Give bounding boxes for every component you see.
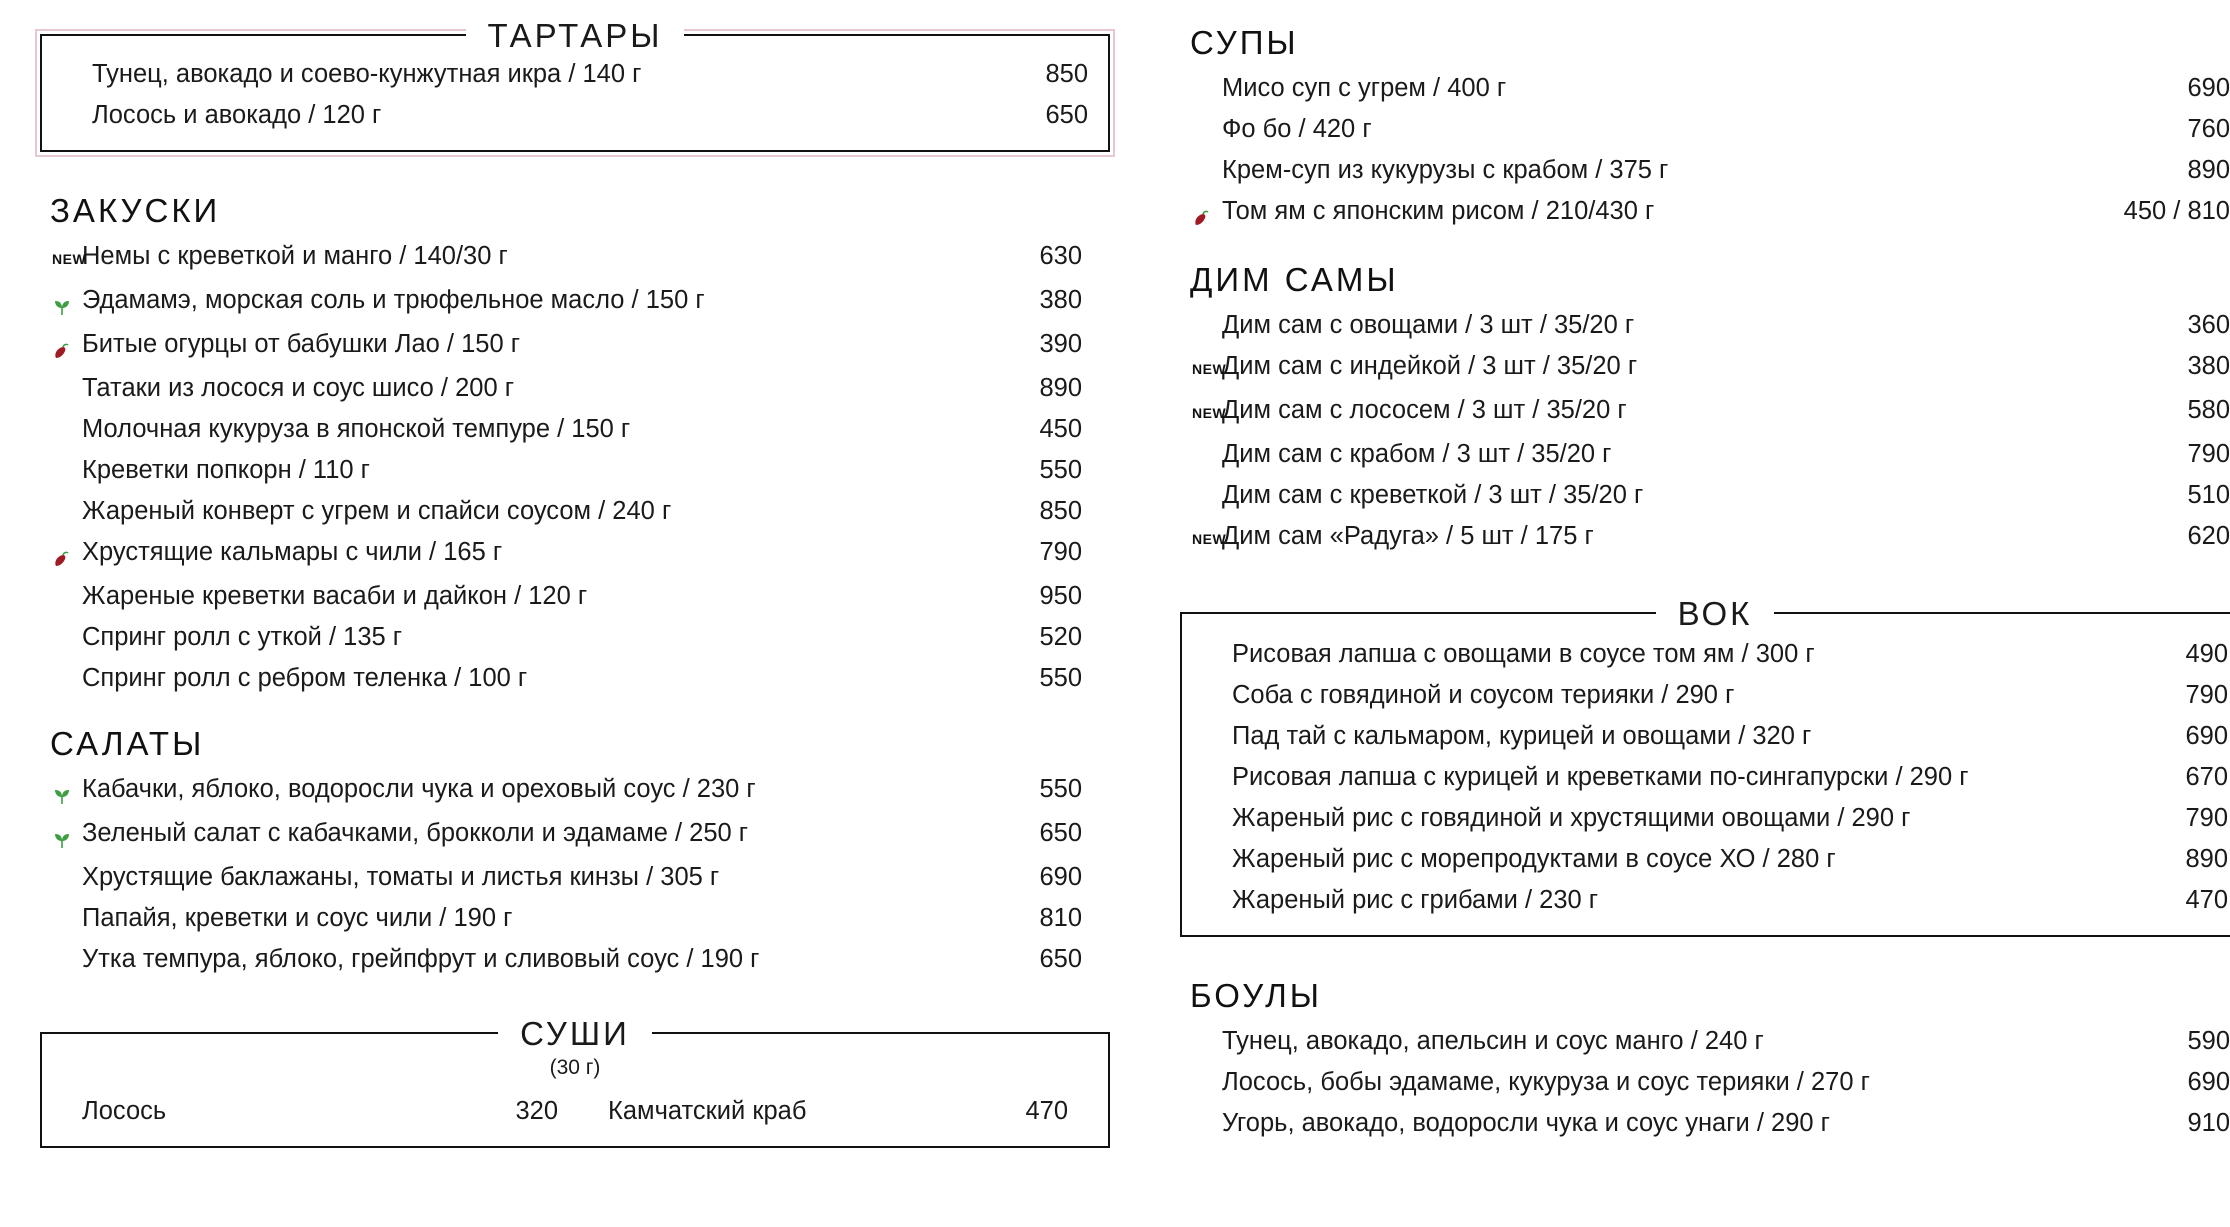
spicy-chili-icon <box>52 342 72 362</box>
section-title-soups: СУПЫ <box>1190 24 1299 61</box>
menu-item <box>52 939 1082 980</box>
section-dimsum <box>1180 261 2230 560</box>
item-price: 380 <box>2187 352 2230 380</box>
item-name: Дим сам с лососем / 3 шт / 35/20 г <box>1222 396 1627 424</box>
section-title-starters: ЗАКУСКИ <box>50 192 221 229</box>
item-name: Жареный конверт с угрем и спайси соусом / 240 г <box>82 497 672 525</box>
left-column <box>40 10 1110 1227</box>
spicy-chili-icon <box>1192 209 1212 229</box>
section-title-tartars: ТАРТАРЫ <box>466 17 685 55</box>
menu-item <box>1192 516 2230 560</box>
salads-items <box>40 769 1110 980</box>
menu-item <box>52 813 1082 857</box>
item-name: Жареный рис с грибами / 230 г <box>1232 886 1599 914</box>
item-name: Лосось и авокадо / 120 г <box>92 101 382 129</box>
item-name: Битые огурцы от бабушки Лао / 150 г <box>82 330 521 358</box>
section-title-bowls: БОУЛЫ <box>1190 977 1322 1014</box>
item-name: Хрустящие баклажаны, томаты и листья кинзы / 305 г <box>82 863 720 891</box>
item-price: 320 <box>515 1097 558 1125</box>
menu-item <box>62 95 1088 136</box>
item-name: Тунец, авокадо, апельсин и соус манго / 240 г <box>1222 1027 1764 1055</box>
item-name: Том ям с японским рисом / 210/430 г <box>1222 197 1655 225</box>
section-bowls <box>1180 977 2230 1144</box>
vegetarian-leaf-icon <box>52 831 72 851</box>
menu-item <box>1202 757 2228 798</box>
item-price: 690 <box>2187 74 2230 102</box>
menu-item <box>52 857 1082 898</box>
item-name: Лосось <box>82 1097 167 1125</box>
item-price: 550 <box>1039 456 1082 484</box>
item-price: 790 <box>2185 681 2228 709</box>
item-name: Зеленый салат с кабачками, брокколи и эдамаме / 250 г <box>82 819 749 847</box>
item-marker <box>52 283 80 324</box>
menu-item <box>1192 305 2230 346</box>
item-marker <box>52 772 80 813</box>
item-name: Дим сам «Радуга» / 5 шт / 175 г <box>1222 522 1594 550</box>
spicy-chili-icon <box>52 550 72 570</box>
new-badge-icon: NEW <box>1192 405 1227 421</box>
new-badge-icon: NEW <box>1192 531 1227 547</box>
menu-item <box>1192 68 2230 109</box>
item-name: Папайя, креветки и соус чили / 190 г <box>82 904 513 932</box>
item-price: 890 <box>2185 845 2228 873</box>
new-badge-icon: NEW <box>1192 361 1227 377</box>
item-name: Креветки попкорн / 110 г <box>82 456 370 484</box>
menu-item <box>52 450 1082 491</box>
item-price: 550 <box>1039 775 1082 803</box>
menu-item <box>62 54 1088 95</box>
item-name: Тунец, авокадо и соево-кунжутная икра / 140 г <box>92 60 642 88</box>
menu-item <box>52 236 1082 280</box>
menu-item <box>52 409 1082 450</box>
item-price: 950 <box>1039 582 1082 610</box>
menu-item <box>1192 475 2230 516</box>
menu-item <box>1192 346 2230 390</box>
menu-item <box>1192 150 2230 191</box>
item-price: 790 <box>1039 538 1082 566</box>
item-name: Крем-суп из кукурузы с крабом / 375 г <box>1222 156 1669 184</box>
menu-item <box>52 658 1082 699</box>
item-name: Татаки из лосося и соус шисо / 200 г <box>82 374 515 402</box>
item-price: 650 <box>1045 101 1088 129</box>
section-tartars <box>40 17 1110 152</box>
sushi-grid <box>62 1090 1088 1132</box>
item-price: 690 <box>2185 722 2228 750</box>
item-price: 360 <box>2187 311 2230 339</box>
item-price: 450 / 810 <box>2123 197 2230 225</box>
item-price: 910 <box>2187 1109 2230 1137</box>
item-name: Камчатский краб <box>608 1097 807 1125</box>
item-name: Немы с креветкой и манго / 140/30 г <box>82 242 508 270</box>
item-price: 580 <box>2187 396 2230 424</box>
menu-item <box>52 368 1082 409</box>
item-name: Дим сам с креветкой / 3 шт / 35/20 г <box>1222 481 1644 509</box>
menu-item <box>52 898 1082 939</box>
menu-item <box>1192 1062 2230 1103</box>
section-wok <box>1180 595 2230 937</box>
item-name: Жареный рис с морепродуктами в соусе ХО / 280 г <box>1232 845 1836 873</box>
item-price: 850 <box>1039 497 1082 525</box>
dimsum-items <box>1180 305 2230 560</box>
item-price: 520 <box>1039 623 1082 651</box>
item-name: Спринг ролл с ребром теленка / 100 г <box>82 664 528 692</box>
item-marker <box>1192 194 1220 235</box>
section-title-dimsum: ДИМ САМЫ <box>1190 261 1399 298</box>
item-price: 760 <box>2187 115 2230 143</box>
menu-item <box>52 280 1082 324</box>
menu-item <box>52 532 1082 576</box>
menu-item <box>52 491 1082 532</box>
item-price: 510 <box>2187 481 2230 509</box>
section-title-sushi: СУШИ <box>498 1015 652 1053</box>
item-name: Жареные креветки васаби и дайкон / 120 г <box>82 582 588 610</box>
new-badge-icon: NEW <box>52 251 87 267</box>
item-name: Дим сам с крабом / 3 шт / 35/20 г <box>1222 440 1612 468</box>
item-name: Хрустящие кальмары с чили / 165 г <box>82 538 503 566</box>
menu-item <box>1202 716 2228 757</box>
section-soups <box>1180 24 2230 235</box>
item-name: Угорь, авокадо, водоросли чука и соус унаги / 290 г <box>1222 1109 1830 1137</box>
right-column <box>1180 10 2230 1227</box>
menu-item <box>1192 191 2230 235</box>
item-price: 620 <box>2187 522 2230 550</box>
item-price: 590 <box>2187 1027 2230 1055</box>
menu-item <box>1192 434 2230 475</box>
menu-item <box>1192 1021 2230 1062</box>
sushi-subnote: (30 г) <box>549 1056 601 1079</box>
item-name: Пад тай с кальмаром, курицей и овощами / 320 г <box>1232 722 1812 750</box>
item-price: 380 <box>1039 286 1082 314</box>
item-price: 690 <box>1039 863 1082 891</box>
item-name: Рисовая лапша с овощами в соусе том ям / 300 г <box>1232 640 1815 668</box>
item-price: 650 <box>1039 819 1082 847</box>
item-marker <box>52 816 80 857</box>
item-marker <box>52 535 80 576</box>
section-salads <box>40 725 1110 980</box>
item-price: 790 <box>2187 440 2230 468</box>
soups-items <box>1180 68 2230 235</box>
item-price: 890 <box>2187 156 2230 184</box>
item-marker <box>52 327 80 368</box>
item-price: 790 <box>2185 804 2228 832</box>
section-starters <box>40 192 1110 699</box>
item-name: Жареный рис с говядиной и хрустящими овощами / 290 г <box>1232 804 1911 832</box>
section-title-wok: ВОК <box>1656 595 1775 633</box>
tartars-items <box>62 54 1088 136</box>
item-price: 650 <box>1039 945 1082 973</box>
item-price: 390 <box>1039 330 1082 358</box>
item-name: Эдамамэ, морская соль и трюфельное масло / 150 г <box>82 286 705 314</box>
item-name: Кабачки, яблоко, водоросли чука и ореховый соус / 230 г <box>82 775 756 803</box>
item-name: Лосось, бобы эдамаме, кукуруза и соус терияки / 270 г <box>1222 1068 1870 1096</box>
menu-item <box>1202 675 2228 716</box>
item-name: Рисовая лапша с курицей и креветками по-сингапурски / 290 г <box>1232 763 1969 791</box>
item-price: 850 <box>1045 60 1088 88</box>
item-price: 470 <box>2185 886 2228 914</box>
item-price: 690 <box>2187 1068 2230 1096</box>
item-price: 890 <box>1039 374 1082 402</box>
item-price: 470 <box>1025 1097 1068 1125</box>
item-price: 810 <box>1039 904 1082 932</box>
menu-item <box>52 576 1082 617</box>
item-price: 490 <box>2185 640 2228 668</box>
wok-items <box>1202 634 2228 921</box>
section-sushi <box>40 1015 1110 1148</box>
menu-item <box>1202 839 2228 880</box>
bowls-items <box>1180 1021 2230 1144</box>
section-title-salads: САЛАТЫ <box>50 725 205 762</box>
item-name: Соба с говядиной и соусом терияки / 290 г <box>1232 681 1735 709</box>
vegetarian-leaf-icon <box>52 298 72 318</box>
item-name: Дим сам с индейкой / 3 шт / 35/20 г <box>1222 352 1638 380</box>
item-name: Молочная кукуруза в японской темпуре / 150 г <box>82 415 631 443</box>
item-name: Спринг ролл с уткой / 135 г <box>82 623 403 651</box>
item-price: 670 <box>2185 763 2228 791</box>
menu-item <box>1202 634 2228 675</box>
menu-item <box>1192 390 2230 434</box>
item-name: Утка темпура, яблоко, грейпфрут и сливовый соус / 190 г <box>82 945 760 973</box>
item-name: Мисо суп с угрем / 400 г <box>1222 74 1507 102</box>
item-price: 550 <box>1039 664 1082 692</box>
item-price: 450 <box>1039 415 1082 443</box>
menu-item <box>52 324 1082 368</box>
item-name: Фо бо / 420 г <box>1222 115 1372 143</box>
starters-items <box>40 236 1110 699</box>
menu-item <box>1192 109 2230 150</box>
menu-item <box>1192 1103 2230 1144</box>
vegetarian-leaf-icon <box>52 787 72 807</box>
menu-item <box>1202 798 2228 839</box>
menu-item <box>52 617 1082 658</box>
item-price: 630 <box>1039 242 1082 270</box>
menu-item <box>1202 880 2228 921</box>
item-name: Дим сам с овощами / 3 шт / 35/20 г <box>1222 311 1635 339</box>
menu-item <box>52 769 1082 813</box>
